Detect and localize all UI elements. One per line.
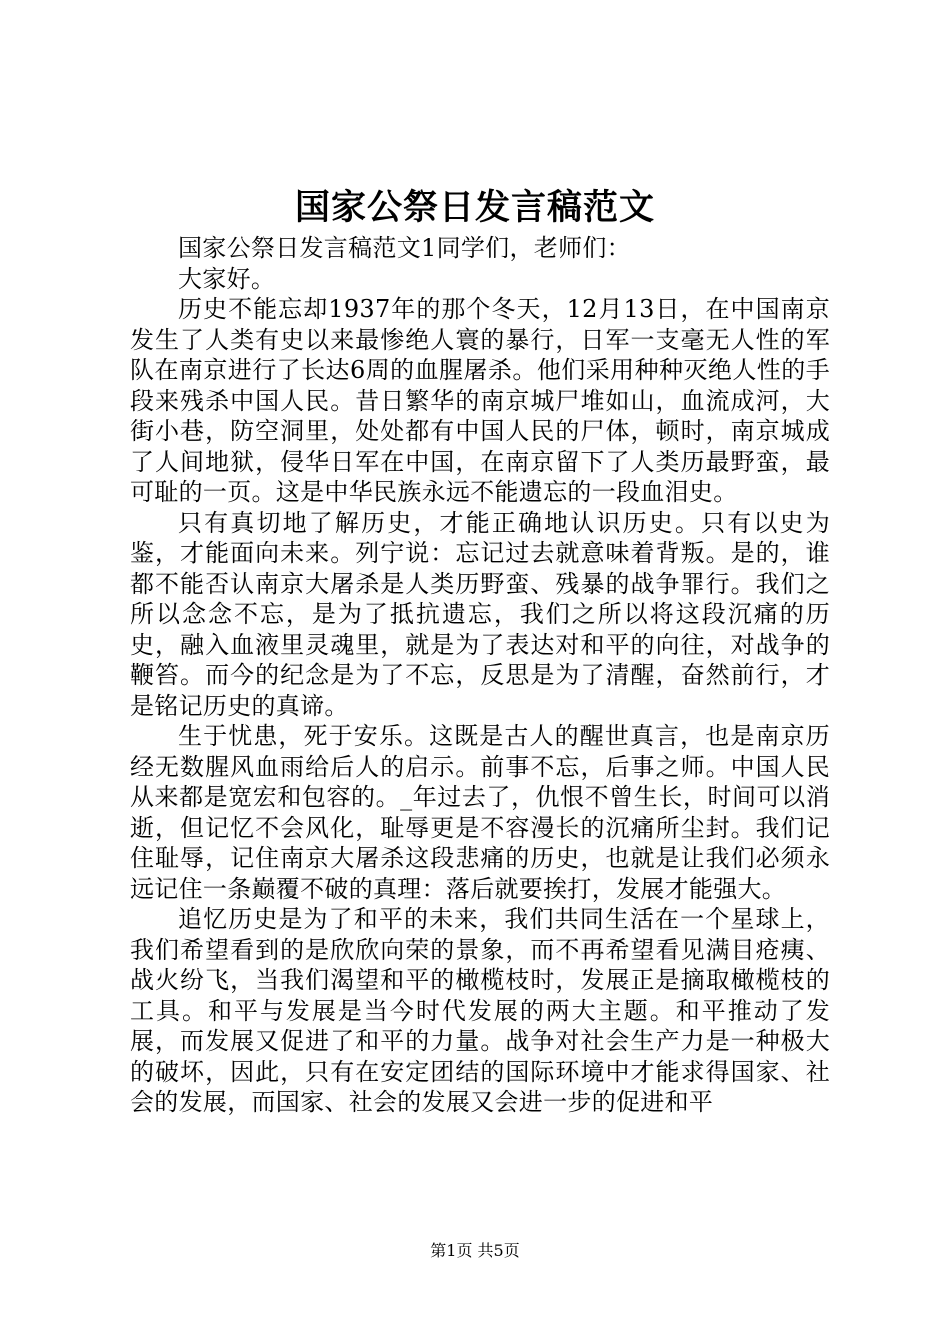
- paragraph-adversity: 生于忧患，死于安乐。这既是古人的醒世真言，也是南京历经无数腥风血雨给后人的启示。前事不忘，后事之师。中国人民从来都是宽宏和包容的。_年过去了，仇恨不曾生长，时间可以消逝，但记忆不会风化，耻辱更是不容漫长的沉痛所尘封。我们记住耻辱，记住南京大屠杀这段悲痛的历史，也就是让我们必须永远记住一条巅覆不破的真理：落后就要挨打，发展才能强大。: [130, 722, 830, 903]
- paragraph-salutation: 大家好。: [178, 264, 276, 293]
- paragraph-lessons: 只有真切地了解历史，才能正确地认识历史。只有以史为鉴，才能面向未来。列宁说：忘记过去就意味着背叛。是的，谁都不能否认南京大屠杀是人类历野蛮、残暴的战争罪行。我们之所以念念不忘，是为了抵抗遗忘，我们之所以将这段沉痛的历史，融入血液里灵魂里，就是为了表达对和平的向往，对战争的鞭笞。而今的纪念是为了不忘，反思是为了清醒，奋然前行，才是铭记历史的真谛。: [130, 508, 830, 720]
- page-number-footer: 第1页 共5页: [430, 1241, 520, 1260]
- document-body: [130, 233, 830, 1118]
- paragraph-greeting: 国家公祭日发言稿范文1同学们，老师们：: [178, 234, 631, 262]
- paragraph-history: 历史不能忘却1937年的那个冬天，12月13日，在中国南京发生了人类有史以来最惨绝人寰的暴行，日军一支毫无人性的军队在南京进行了长达6周的血腥屠杀。他们采用种种灭绝人性的手段来残杀中国人民。昔日繁华的南京城尸堆如山，血流成河，大街小巷，防空洞里，处处都有中国人民的尸体，顿时，南京城成了人间地狱，侵华日军在中国，在南京留下了人类历最野蛮，最可耻的一页。这是中华民族永远不能遗忘的一段血泪史。: [130, 295, 830, 506]
- page-title: 国家公祭日发言稿范文: [294, 187, 655, 228]
- paragraph-peace: 追忆历史是为了和平的未来，我们共同生活在一个星球上，我们希望看到的是欣欣向荣的景象，而不再希望看见满目疮痍、战火纷飞，当我们渴望和平的橄榄枝时，发展正是摘取橄榄枝的工具。和平与发展是当今时代发展的两大主题。和平推动了发展，而发展又促进了和平的力量。战争对社会生产力是一种极大的破坏，因此，只有在安定团结的国际环境中才能求得国家、社会的发展，而国家、社会的发展又会进一步的促进和平: [130, 905, 830, 1116]
